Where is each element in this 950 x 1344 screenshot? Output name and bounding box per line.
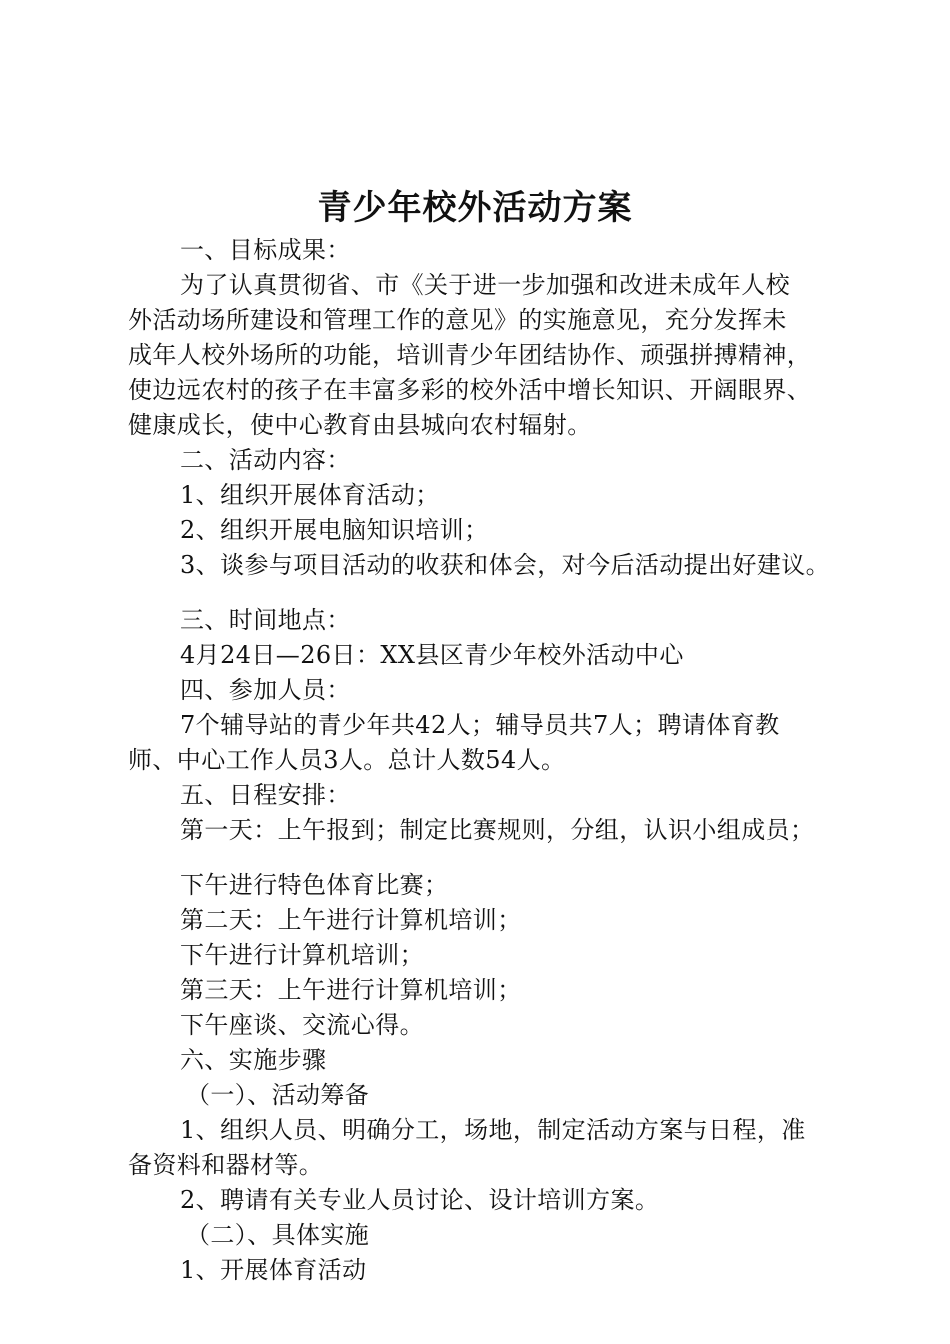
list-item: 3、谈参与项目活动的收获和体会，对今后活动提出好建议。 <box>180 551 831 579</box>
schedule-line: 第二天：上午进行计算机培训； <box>180 906 522 934</box>
section-heading: 四、参加人员： <box>180 676 351 704</box>
schedule-line: 下午座谈、交流心得。 <box>180 1011 424 1039</box>
paragraph-line: 健康成长，使中心教育由县城向农村辐射。 <box>128 411 592 439</box>
section-heading: 一、目标成果： <box>180 236 351 264</box>
list-item: 1、组织人员、明确分工，场地，制定活动方案与日程，准 <box>180 1116 806 1144</box>
subsection-heading: （二）、具体实施 <box>186 1221 370 1249</box>
subsection-heading: （一）、活动筹备 <box>186 1081 370 1109</box>
list-item: 1、开展体育活动 <box>180 1256 367 1284</box>
schedule-line: 下午进行计算机培训； <box>180 941 424 969</box>
section-heading: 三、时间地点： <box>180 606 351 634</box>
paragraph-line: 师、中心工作人员3人。总计人数54人。 <box>128 746 566 774</box>
paragraph-line: 使边远农村的孩子在丰富多彩的校外活中增长知识、开阔眼界、 <box>128 376 812 404</box>
paragraph-line: 4月24日—26日：XX县区青少年校外活动中心 <box>180 641 684 669</box>
section-heading: 五、日程安排： <box>180 781 351 809</box>
paragraph-line: 成年人校外场所的功能，培训青少年团结协作、顽强拼搏精神， <box>128 341 812 369</box>
section-heading: 二、活动内容： <box>180 446 351 474</box>
list-item: 1、组织开展体育活动； <box>180 481 440 509</box>
schedule-line: 下午进行特色体育比赛； <box>180 871 449 899</box>
paragraph-line: 为了认真贯彻省、市《关于进一步加强和改进未成年人校 <box>180 271 790 299</box>
paragraph-line: 备资料和器材等。 <box>128 1151 324 1179</box>
list-item: 2、聘请有关专业人员讨论、设计培训方案。 <box>180 1186 660 1214</box>
schedule-line: 第一天：上午报到；制定比赛规则，分组，认识小组成员； <box>180 816 815 844</box>
document-title: 青少年校外活动方案 <box>317 188 633 228</box>
schedule-line: 第三天：上午进行计算机培训； <box>180 976 522 1004</box>
paragraph-line: 外活动场所建设和管理工作的意见》的实施意见，充分发挥未 <box>128 306 787 334</box>
section-heading: 六、实施步骤 <box>180 1046 327 1074</box>
paragraph-line: 7个辅导站的青少年共42人；辅导员共7人；聘请体育教 <box>180 711 780 739</box>
list-item: 2、组织开展电脑知识培训； <box>180 516 489 544</box>
